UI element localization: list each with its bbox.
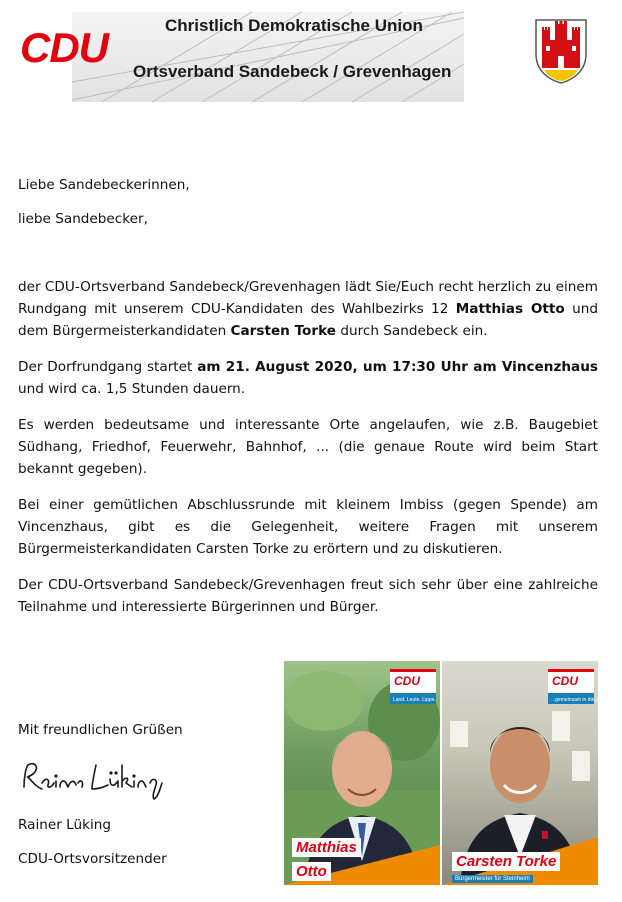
poster-badge-logo: CDU [552,674,578,688]
org-title: Christlich Demokratische Union [165,16,423,35]
coat-of-arms-icon [534,18,588,84]
poster-cdu-badge [390,669,436,704]
letterhead [0,0,622,110]
sender-name: Rainer Lüking [18,817,111,833]
p1-text-e: durch Sandebeck ein. [336,323,488,339]
poster-subtitle: Bürgermeister für Steinheim [452,875,533,883]
greeting-line-1: Liebe Sandebeckerinnen, [18,177,190,193]
greeting-line-2: liebe Sandebecker, [18,211,148,227]
paragraph-thanks: Der CDU-Ortsverband Sandebeck/Grevenhagen freut sich sehr über eine zahlreiche Teilnahme und interessierte Bürgerinnen und Bürger. [18,577,598,615]
event-date-place: am 21. August 2020, um 17:30 Uhr am Vincenzhaus [197,359,598,375]
p1-text-c: und dem Bürgermeisterkandidaten [18,301,598,339]
candidate-name-torke: Carsten Torke [230,323,336,339]
candidate-poster-otto [284,661,440,885]
poster-badge-text: Land. Leute. Lippe. [393,697,436,703]
sender-role: CDU-Ortsvorsitzender [18,851,167,867]
poster-name-line-2: Otto [292,862,331,881]
poster-badge-text: ...gemeinsam in die Zukunft. [551,697,614,703]
poster-name: Carsten Torke [452,852,560,871]
closing-salutation: Mit freundlichen Grüßen [18,722,183,738]
candidate-name-otto: Matthias Otto [455,301,565,317]
poster-badge-logo: CDU [394,674,420,688]
poster-name-line-1: Matthias [292,838,361,857]
p1-text-a: der CDU-Ortsverband Sandebeck/Grevenhagen lädt Sie/Euch recht herzlich zu einem Rundgang mit unserem CDU-Kandidaten des Wahlbezirks 12 [18,279,598,317]
org-subtitle: Ortsverband Sandebeck / Grevenhagen [133,62,452,81]
paragraph-route: Es werden bedeutsame und interessante Orte angelaufen, wie z.B. Baugebiet Südhang, Friedhof, Feuerwehr, Bahnhof, ... (die genaue Route wird beim Start bekannt gegeben). [18,417,598,477]
paragraph-start-time [18,356,598,400]
p2-text-c: und wird ca. 1,5 Stunden dauern. [18,381,246,397]
cdu-logo: CDU [20,24,108,71]
paragraph-closing-round: Bei einer gemütlichen Abschlussrunde mit kleinem Imbiss (gegen Spende) am Vincenzhaus, gibt es die Gelegenheit, weitere Fragen mit unserem Bürgermeisterkandidaten Carsten Torke zu erörtern und zu diskutieren. [18,497,598,557]
handwritten-signature [18,757,188,801]
poster-cdu-badge [548,669,614,704]
candidate-poster-torke [442,661,614,885]
paragraph-invitation [18,276,598,342]
p2-text-a: Der Dorfrundgang startet [18,359,198,375]
